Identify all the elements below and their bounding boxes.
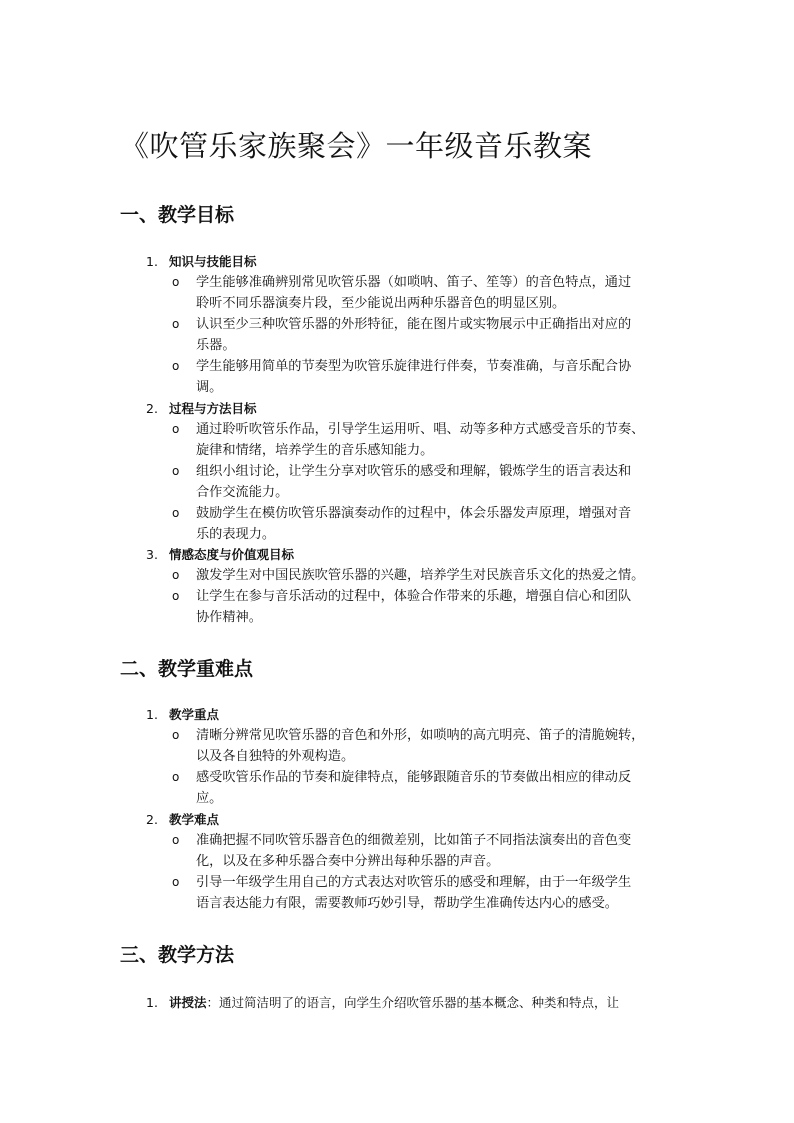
bullet-text: 以及各自独特的外观构造。 xyxy=(196,749,355,764)
bullet-text: 激发学生对中国民族吹管乐器的兴趣，培养学生对民族音乐文化的热爱之情。 xyxy=(196,568,645,583)
bullet-text: 通过聆听吹管乐作品，引导学生运用听、唱、动等多种方式感受音乐的节奏、 xyxy=(196,422,645,437)
bullet-text: 语言表达能力有限，需要教师巧妙引导，帮助学生准确传达内心的感受。 xyxy=(196,896,618,911)
bullet-text: 组织小组讨论，让学生分享对吹管乐的感受和理解，锻炼学生的语言表达和 xyxy=(196,464,632,479)
section-heading: 一、教学目标 xyxy=(120,204,235,226)
bullet-marker: o xyxy=(172,359,180,373)
item-text xyxy=(169,992,619,1013)
bullet-text: 应。 xyxy=(196,791,223,806)
bullet-item xyxy=(172,725,668,767)
bullet-item xyxy=(172,356,668,398)
bullet-text: 调。 xyxy=(196,380,223,395)
bullet-marker: o xyxy=(172,506,180,520)
bullet-text: 准确把握不同吹管乐器音色的细微差别，比如笛子不同指法演奏出的音色变 xyxy=(196,833,632,848)
bullet-text: 合作交流能力。 xyxy=(196,485,289,500)
bullet-marker: o xyxy=(172,833,180,847)
item-body: ：通过简洁明了的语言，向学生介绍吹管乐器的基本概念、种类和特点，让 xyxy=(206,995,620,1010)
bullet-item xyxy=(172,272,668,314)
bullet-marker: o xyxy=(172,568,180,582)
item-number: 3. xyxy=(146,547,158,562)
bullet-item xyxy=(172,586,668,628)
bullet-text: 聆听不同乐器演奏片段，至少能说出两种乐器音色的明显区别。 xyxy=(196,296,566,311)
bullet-item xyxy=(172,419,668,461)
bullet-text: 旋律和情绪，培养学生的音乐感知能力。 xyxy=(196,443,434,458)
item-number: 2. xyxy=(146,401,158,416)
bullet-marker: o xyxy=(172,422,180,436)
bullet-marker: o xyxy=(172,728,180,742)
bullet-item xyxy=(172,461,668,503)
bullet-text: 乐的表现力。 xyxy=(196,527,276,542)
section-key-difficult-points xyxy=(120,654,253,681)
bullet-text: 让学生在参与音乐活动的过程中，体验合作带来的乐趣，增强自信心和团队 xyxy=(196,589,632,604)
section-teaching-objectives xyxy=(120,200,234,227)
section-heading: 二、教学重难点 xyxy=(120,658,254,680)
bullet-text: 认识至少三种吹管乐器的外形特征，能在图片或实物展示中正确指出对应的 xyxy=(196,317,632,332)
bullet-text: 学生能够用简单的节奏型为吹管乐旋律进行伴奏，节奏准确，与音乐配合协 xyxy=(196,359,632,374)
item-number: 2. xyxy=(146,812,158,827)
item-heading: 讲授法 xyxy=(169,995,207,1010)
bullet-marker: o xyxy=(172,464,180,478)
bullet-text: 协作精神。 xyxy=(196,610,262,625)
bullet-item xyxy=(172,503,668,545)
bullet-text: 化，以及在多种乐器合奏中分辨出每种乐器的声音。 xyxy=(196,854,500,869)
item-heading: 知识与技能目标 xyxy=(169,254,257,269)
bullet-item xyxy=(172,767,668,809)
bullet-marker: o xyxy=(172,317,180,331)
item-heading: 过程与方法目标 xyxy=(169,401,257,416)
bullet-item xyxy=(172,565,696,586)
item-number: 1. xyxy=(146,707,158,722)
bullet-text: 学生能够准确辨别常见吹管乐器（如唢呐、笛子、笙等）的音色特点，通过 xyxy=(196,275,632,290)
item-number: 1. xyxy=(146,995,158,1010)
bullet-text: 乐器。 xyxy=(196,338,236,353)
item-heading: 教学重点 xyxy=(169,707,220,722)
item-heading: 情感态度与价值观目标 xyxy=(169,547,295,562)
bullet-marker: o xyxy=(172,275,180,289)
bullet-text: 鼓励学生在模仿吹管乐器演奏动作的过程中，体会乐器发声原理，增强对音 xyxy=(196,506,632,521)
bullet-text: 清晰分辨常见吹管乐器的音色和外形，如唢呐的高亢明亮、笛子的清脆婉转， xyxy=(196,728,645,743)
bullet-marker: o xyxy=(172,875,180,889)
bullet-item xyxy=(172,872,668,914)
item-number: 1. xyxy=(146,254,158,269)
section-teaching-methods xyxy=(120,940,234,967)
bullet-item xyxy=(172,314,668,356)
bullet-marker: o xyxy=(172,770,180,784)
section-heading: 三、教学方法 xyxy=(120,944,235,966)
bullet-text: 引导一年级学生用自己的方式表达对吹管乐的感受和理解，由于一年级学生 xyxy=(196,875,632,890)
bullet-text: 感受吹管乐作品的节奏和旋律特点，能够跟随音乐的节奏做出相应的律动反 xyxy=(196,770,632,785)
bullet-item xyxy=(172,830,668,872)
item-heading: 教学难点 xyxy=(169,812,220,827)
bullet-marker: o xyxy=(172,589,180,603)
document-title: 《吹管乐家族聚会》一年级音乐教案 xyxy=(120,129,593,163)
